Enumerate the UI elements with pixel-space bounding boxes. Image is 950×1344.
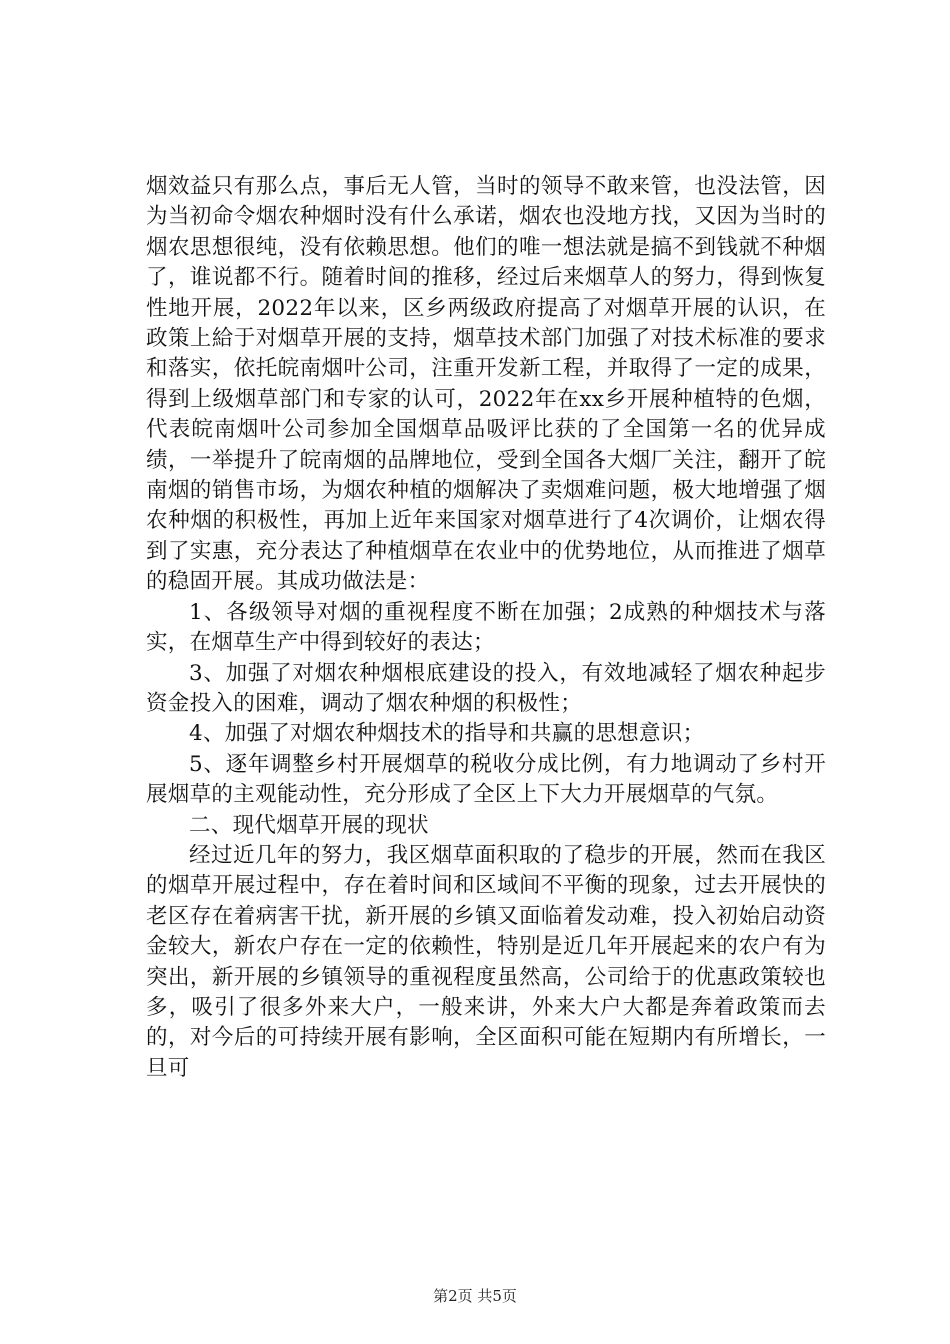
paragraph-item-5: 5、逐年调整乡村开展烟草的税收分成比例，有力地调动了乡村开展烟草的主观能动性，充分形成了全区上下大力开展烟草的气氛。 <box>146 751 826 808</box>
paragraph-status: 经过近几年的努力，我区烟草面积取的了稳步的开展，然而在我区的烟草开展过程中，存在着时间和区域间不平衡的现象，过去开展快的老区存在着病害干扰，新开展的乡镇又面临着发动难，投入初始启动资金较大，新农户存在一定的依赖性，特别是近几年开展起来的农户有为突出，新开展的乡镇领导的重视程度虽然高，公司给于的优惠政策较也多，吸引了很多外来大户，一般来讲，外来大户大都是奔着政策而去的，对今后的可持续开展有影响，全区面积可能在短期内有所增长，一旦可 <box>146 842 826 1081</box>
paragraph-intro: 烟效益只有那么点，事后无人管，当时的领导不敢来管，也没法管，因为当初命令烟农种烟时没有什么承诺，烟农也没地方找，又因为当时的烟农思想很纯，没有依赖思想。他们的唯一想法就是搞不到钱就不种烟了，谁说都不行。随着时间的推移，经过后来烟草人的努力，得到恢复性地开展，2022年以来，区乡两级政府提高了对烟草开展的认识，在政策上給于对烟草开展的支持，烟草技术部门加强了对技术标准的要求和落实，依托皖南烟叶公司，注重开发新工程，并取得了一定的成果，得到上级烟草部门和专家的认可，2022年在xx乡开展种植特的色烟，代表皖南烟叶公司参加全国烟草品吸评比获的了全国第一名的优异成绩，一举提升了皖南烟的品牌地位，受到全国各大烟厂关注，翻开了皖南烟的销售市场，为烟农种植的烟解决了卖烟难问题，极大地增强了烟农种烟的积极性，再加上近年来国家对烟草进行了4次调价，让烟农得到了实惠，充分表达了种植烟草在农业中的优势地位，从而推进了烟草的稳固开展。其成功做法是： <box>146 174 826 595</box>
page-footer: 第2页 共5页 <box>433 1287 517 1305</box>
paragraph-item-3: 3、加强了对烟农种烟根底建设的投入，有效地减轻了烟农种起步资金投入的困难，调动了烟农种烟的积极性； <box>146 660 826 716</box>
document-body <box>146 172 826 1084</box>
section-heading: 二、现代烟草开展的现状 <box>189 812 429 838</box>
paragraph-item-1: 1、各级领导对烟的重视程度不断在加强；2成熟的种烟技术与落实，在烟草生产中得到较好的表达； <box>146 599 826 656</box>
paragraph-item-4: 4、加强了对烟农种烟技术的指导和共赢的思想意识； <box>189 721 705 747</box>
